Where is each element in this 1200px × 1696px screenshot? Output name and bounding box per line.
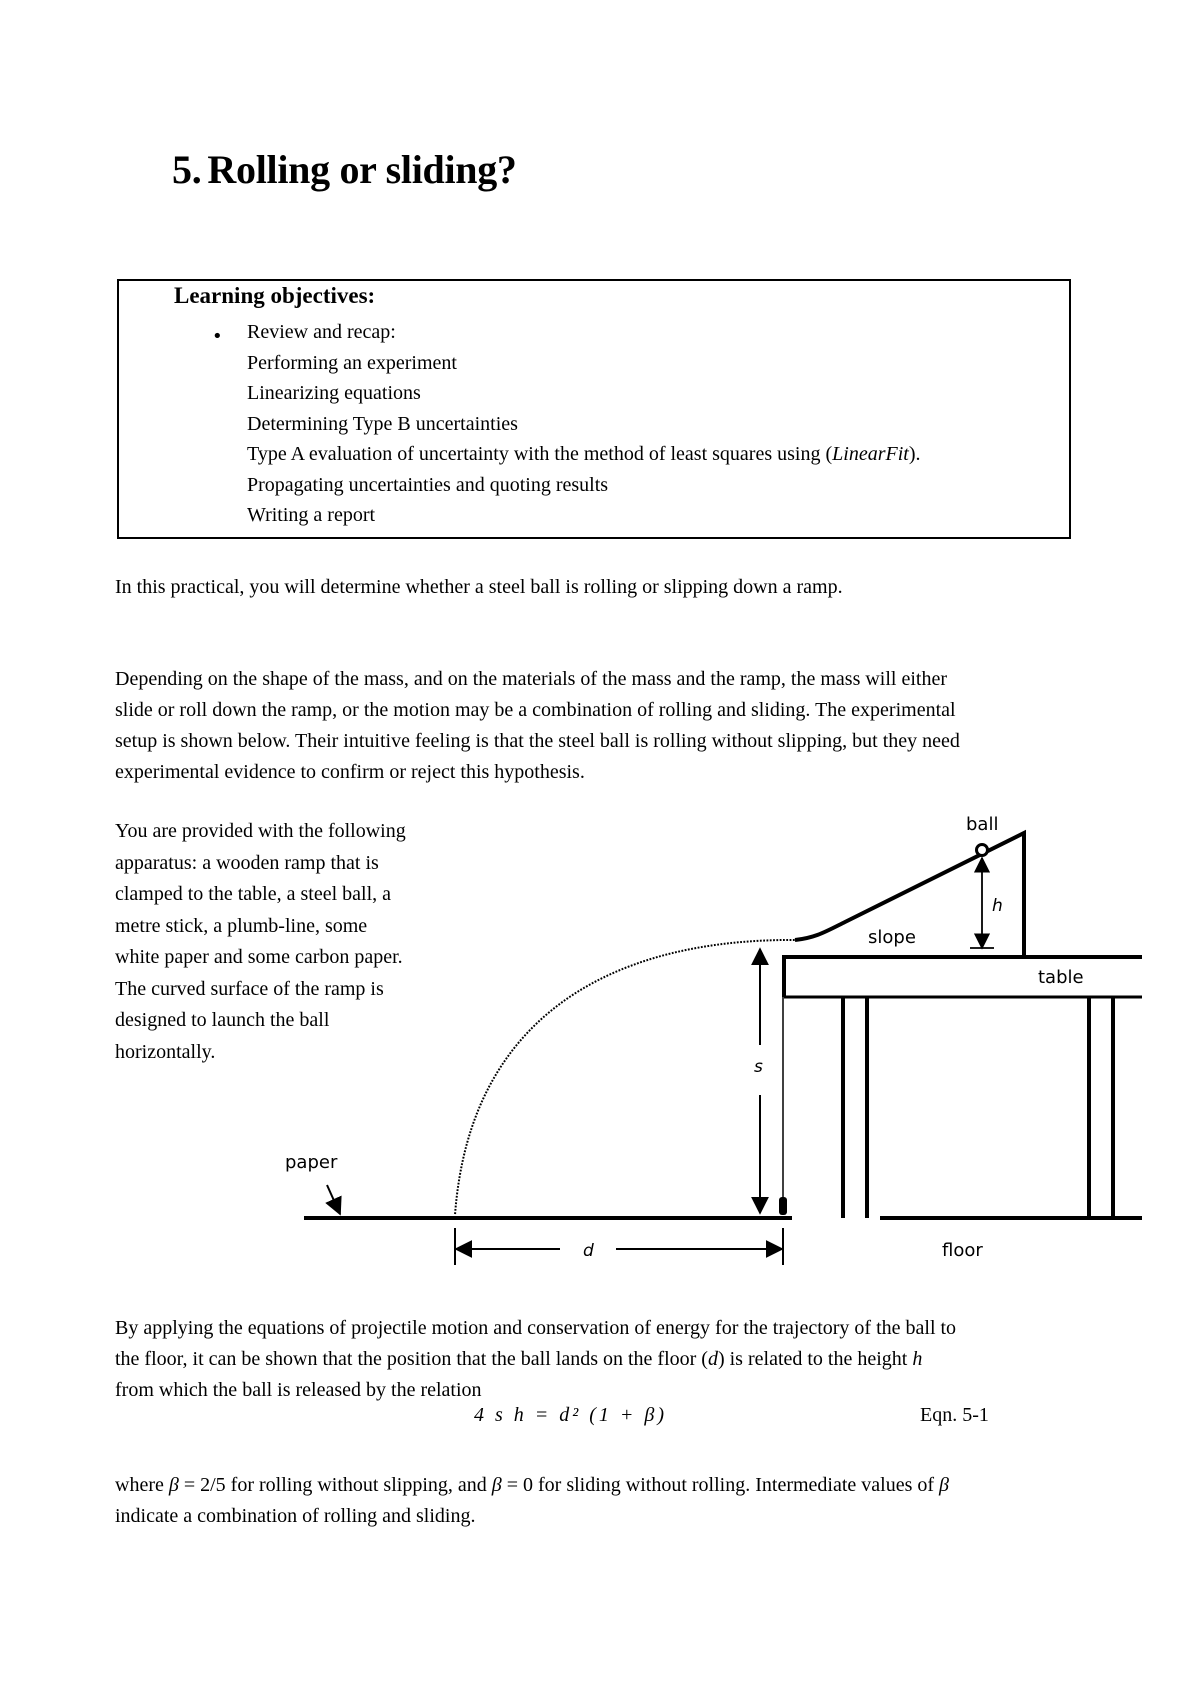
paragraph-line: Depending on the shape of the mass, and on the materials of the mass and the ramp, the mass will either xyxy=(115,668,948,690)
paragraph-line: By applying the equations of projectile motion and conservation of energy for the trajectory of the ball to xyxy=(115,1317,957,1339)
paragraph-line: indicate a combination of rolling and sliding. xyxy=(115,1505,476,1527)
objective-suffix: ). xyxy=(908,443,921,465)
h-label: h xyxy=(992,896,1003,916)
linearfit-name: LinearFit xyxy=(832,443,909,465)
objective-item: Determining Type B uncertainties xyxy=(247,412,518,435)
objective-item: Writing a report xyxy=(247,504,376,526)
objective-item: Propagating uncertainties and quoting results xyxy=(247,473,609,496)
d-label: d xyxy=(583,1241,594,1261)
equation-label: Eqn. 5-1 xyxy=(920,1404,989,1426)
objective-item: Review and recap: xyxy=(247,321,396,343)
paragraph-line: clamped to the table, a steel ball, a xyxy=(115,883,391,905)
paper-label: paper xyxy=(285,1152,338,1173)
table-leg-right xyxy=(1089,997,1113,1218)
paragraph-line: designed to launch the ball xyxy=(115,1009,330,1031)
paragraph-line: from which the ball is released by the relation xyxy=(115,1379,482,1401)
trajectory xyxy=(455,940,798,1215)
ball xyxy=(977,845,988,856)
table-label: table xyxy=(1038,967,1084,988)
objective-item: Linearizing equations xyxy=(247,382,421,404)
paragraph-line: setup is shown below. Their intuitive feeling is that the steel ball is rolling without slipping, but they need xyxy=(115,730,960,752)
objective-text: Type A evaluation of uncertainty with the method of least squares using ( xyxy=(247,443,833,465)
s-label: s xyxy=(754,1057,763,1077)
section-title: Rolling or sliding? xyxy=(207,147,517,192)
plumb-bob xyxy=(779,1197,787,1215)
paragraph-line: apparatus: a wooden ramp that is xyxy=(115,851,379,874)
paragraph-line: horizontally. xyxy=(115,1040,216,1063)
paragraph-line: slide or roll down the ramp, or the motion may be a combination of rolling and sliding. The experimental xyxy=(115,699,956,721)
paragraph-line: the floor, it can be shown that the position that the ball lands on the floor (d) is related to the height h xyxy=(115,1348,923,1370)
section-number: 5. xyxy=(172,147,202,192)
paragraph-line: The curved surface of the ramp is xyxy=(115,977,384,1000)
objective-item: Performing an experiment xyxy=(247,351,457,374)
paper-pointer xyxy=(327,1185,340,1214)
bullet-icon: • xyxy=(212,326,223,347)
paragraph-line: metre stick, a plumb-line, some xyxy=(115,914,368,937)
floor-label: floor xyxy=(942,1240,983,1261)
paragraph-line: where β = 2/5 for rolling without slipping, and β = 0 for sliding without rolling. Intermediate values of β xyxy=(115,1474,950,1496)
objectives-heading: Learning objectives: xyxy=(174,283,376,308)
equation: 4 s h = d² (1 + β) xyxy=(474,1404,668,1426)
intro-paragraph: In this practical, you will determine whether a steel ball is rolling or slipping down a ramp. xyxy=(115,576,843,598)
paragraph-line: experimental evidence to confirm or reject this hypothesis. xyxy=(115,761,585,783)
ball-label: ball xyxy=(966,814,999,835)
slope-label: slope xyxy=(868,927,916,948)
paragraph-line: You are provided with the following xyxy=(115,820,406,842)
table-leg-left xyxy=(843,997,867,1218)
paragraph-line: white paper and some carbon paper. xyxy=(115,946,403,968)
